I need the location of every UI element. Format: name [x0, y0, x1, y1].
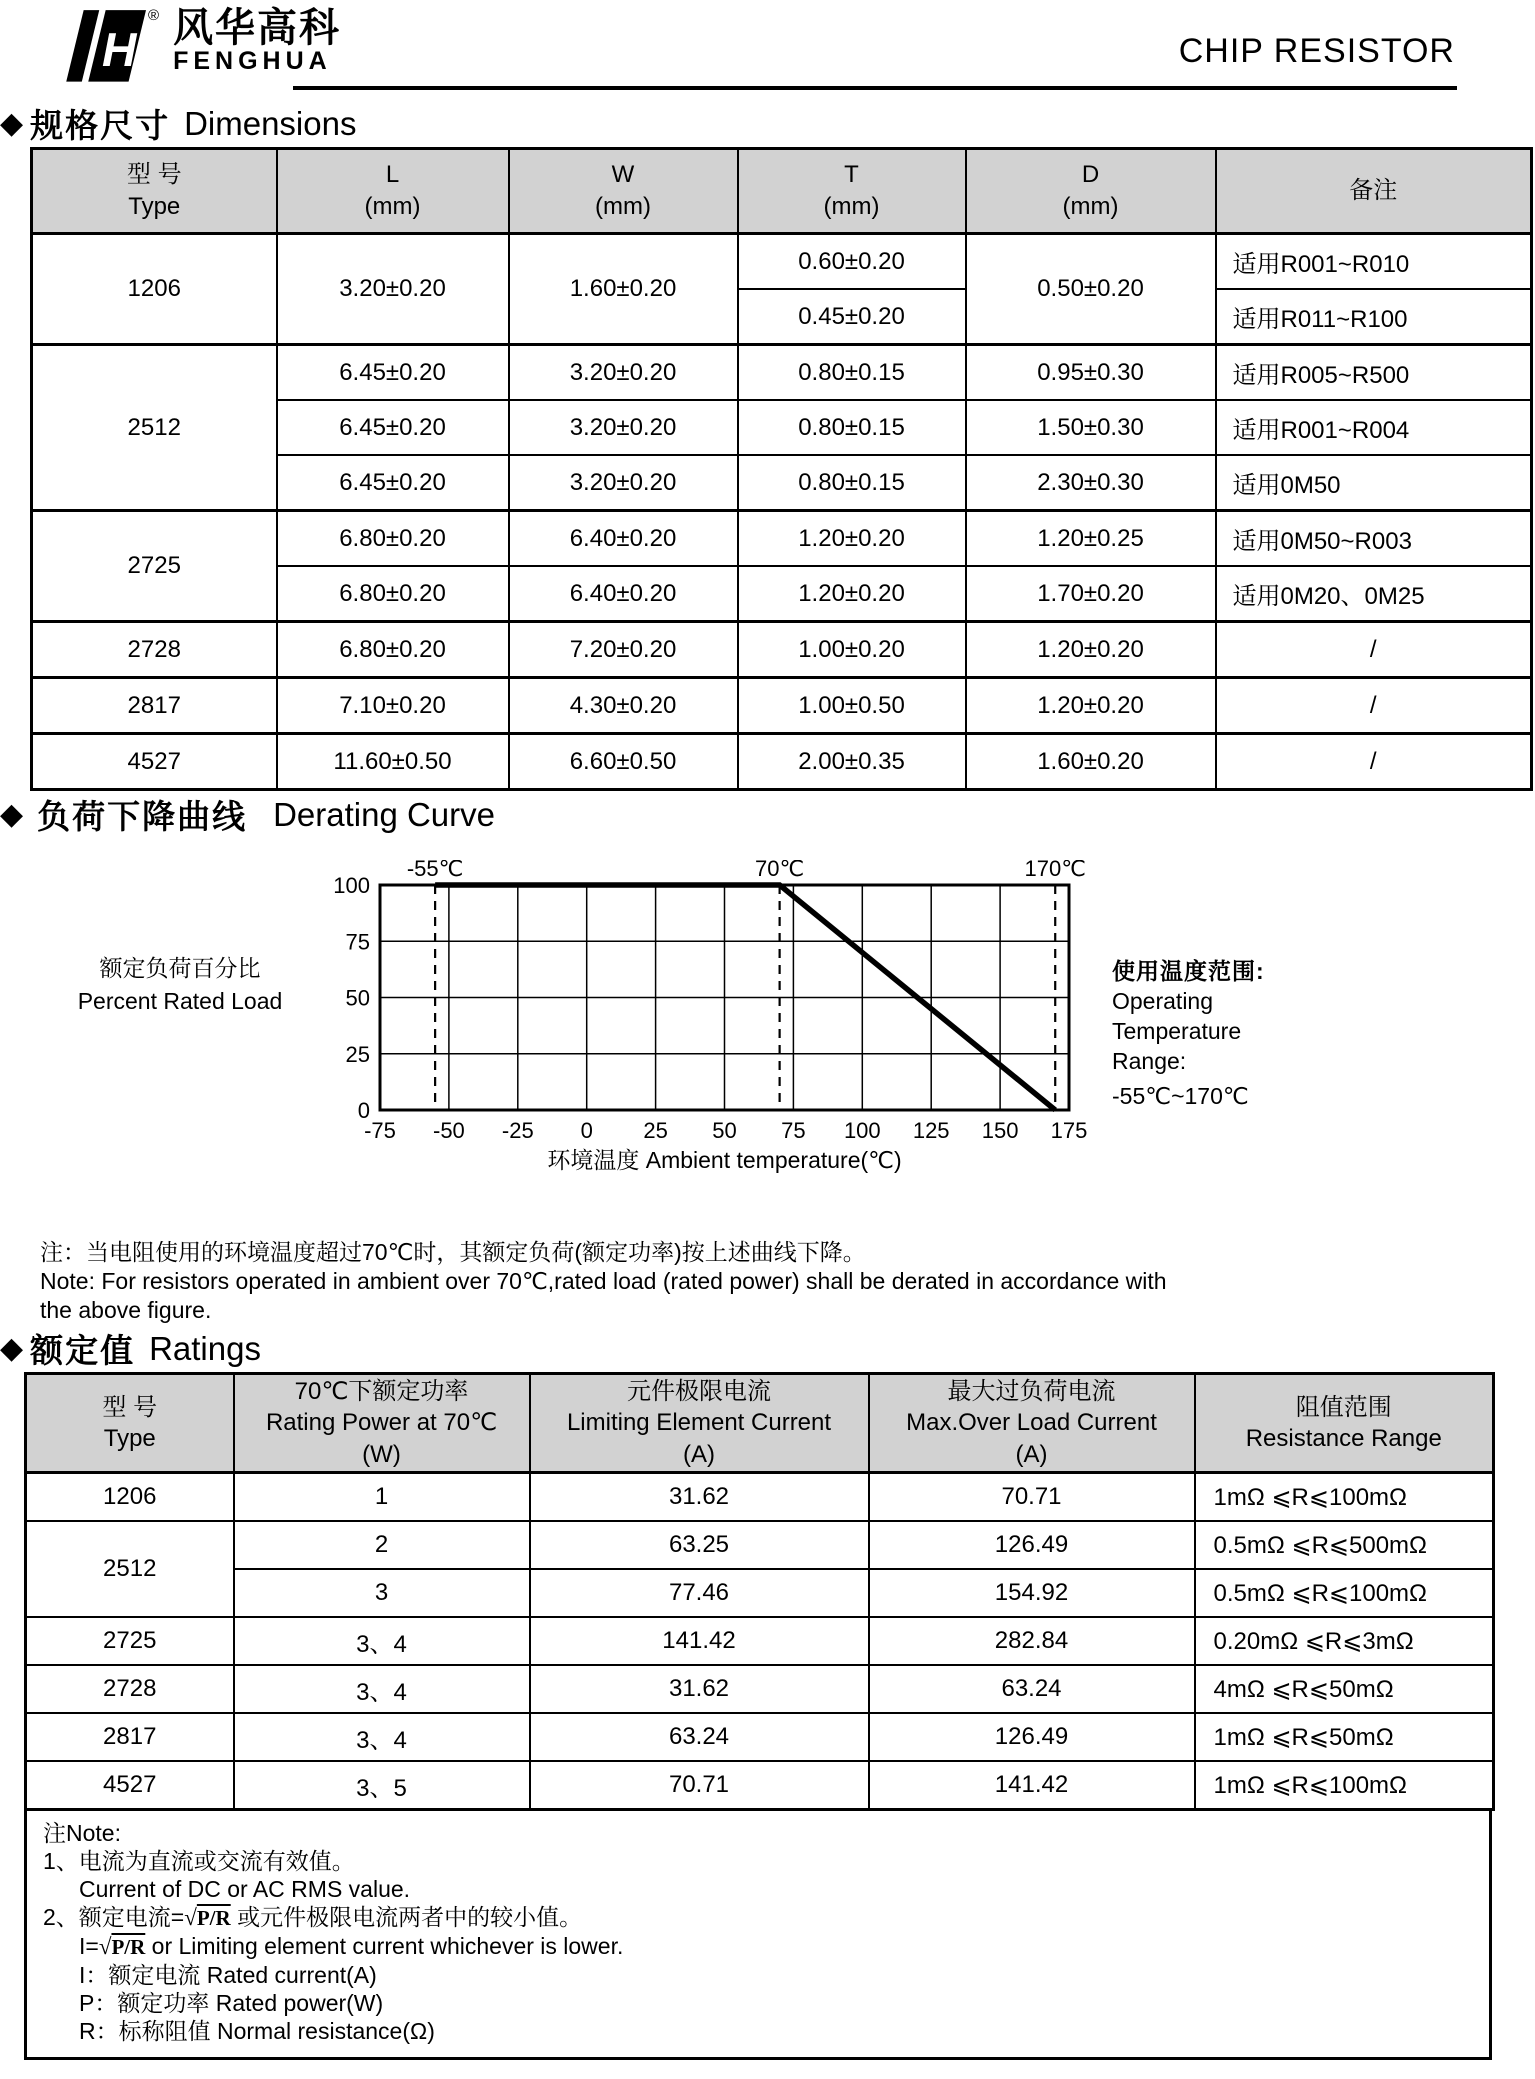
- note-item: I：额定电流 Rated current(A): [79, 1962, 377, 1988]
- formula-p-over-r: P/R: [111, 1935, 146, 1959]
- table-cell: 7.10±0.20: [277, 678, 509, 734]
- table-cell: 2.00±0.35: [738, 734, 966, 790]
- table-cell: 1.50±0.30: [966, 400, 1216, 455]
- table-cell: 适用0M50~R003: [1216, 511, 1532, 567]
- column-header: 型 号 Type: [32, 149, 277, 234]
- dimensions-header-row: [32, 149, 1532, 234]
- operating-temperature-note: [1112, 956, 1265, 1111]
- table-cell: 3、4: [234, 1713, 530, 1761]
- table-cell: 3.20±0.20: [509, 400, 738, 455]
- table-cell: 3、4: [234, 1617, 530, 1665]
- table-cell: 31.62: [530, 1665, 869, 1713]
- column-header: 70℃下额定功率 Rating Power at 70℃ (W): [234, 1374, 530, 1473]
- column-header: W (mm): [509, 149, 738, 234]
- table-cell: 1.20±0.20: [738, 511, 966, 567]
- table-cell: 0.80±0.15: [738, 455, 966, 511]
- table-row: [32, 234, 1532, 290]
- svg-text:70℃: 70℃: [755, 860, 805, 881]
- section-derating-heading: [0, 791, 1535, 838]
- derating-note-en: the above figure.: [40, 1297, 212, 1323]
- table-cell: 0.20mΩ ⩽R⩽3mΩ: [1195, 1617, 1494, 1665]
- section-title-cn: 额定值: [30, 1332, 136, 1369]
- column-header: 型 号 Type: [26, 1374, 234, 1473]
- column-header: L (mm): [277, 149, 509, 234]
- table-cell: 1.00±0.50: [738, 678, 966, 734]
- svg-text:75: 75: [781, 1118, 806, 1143]
- note-item: 2、额定电流=√P/R 或元件极限电流两者中的较小值。: [43, 1904, 583, 1930]
- table-cell: 6.80±0.20: [277, 511, 509, 567]
- table-cell: 4.30±0.20: [509, 678, 738, 734]
- table-cell: 1.00±0.20: [738, 622, 966, 678]
- radical-sign: √: [184, 1905, 197, 1930]
- notes-title: 注Note:: [43, 1820, 121, 1846]
- table-cell: 3.20±0.20: [277, 234, 509, 345]
- table-cell: 126.49: [869, 1521, 1195, 1569]
- note-line: 使用温度范围:: [1112, 958, 1265, 984]
- svg-text:75: 75: [345, 929, 370, 955]
- table-cell: 适用R001~R010: [1216, 234, 1532, 290]
- svg-text:-75: -75: [364, 1118, 396, 1143]
- table-cell: 3: [234, 1569, 530, 1617]
- table-cell: 1: [234, 1473, 530, 1522]
- section-title-en: Derating Curve: [273, 795, 496, 833]
- svg-text:175: 175: [1050, 1118, 1088, 1143]
- notes-box: [24, 1808, 1492, 2060]
- table-row: [26, 1569, 1494, 1617]
- note-line: Temperature: [1112, 1018, 1242, 1044]
- column-header: T (mm): [738, 149, 966, 234]
- brand-text: [173, 8, 341, 76]
- table-cell: 1.20±0.25: [966, 511, 1216, 567]
- section-dimensions-heading: [0, 100, 1535, 147]
- table-cell: 141.42: [530, 1617, 869, 1665]
- table-cell: 1.20±0.20: [966, 678, 1216, 734]
- table-cell: 141.42: [869, 1761, 1195, 1810]
- table-cell: 2728: [32, 622, 277, 678]
- y-axis-label-en: Percent Rated Load: [77, 988, 283, 1014]
- chart-y-axis-label: [50, 952, 310, 1018]
- table-row: [26, 1473, 1494, 1522]
- table-cell: 154.92: [869, 1569, 1195, 1617]
- table-row: [32, 734, 1532, 790]
- table-cell: 6.80±0.20: [277, 566, 509, 622]
- header-rule: [293, 86, 1457, 90]
- svg-text:125: 125: [912, 1118, 950, 1143]
- table-row: [32, 345, 1532, 401]
- table-cell: 适用0M50: [1216, 455, 1532, 511]
- table-cell: 4527: [26, 1761, 234, 1810]
- table-cell: /: [1216, 678, 1532, 734]
- table-cell: 126.49: [869, 1713, 1195, 1761]
- svg-text:150: 150: [981, 1118, 1019, 1143]
- derating-chart: [322, 860, 1122, 1175]
- table-cell: 1.70±0.20: [966, 566, 1216, 622]
- table-row: [26, 1521, 1494, 1569]
- table-cell: 0.60±0.20: [738, 234, 966, 290]
- fenghua-logo: [58, 8, 341, 82]
- column-header: 最大过负荷电流 Max.Over Load Current (A): [869, 1374, 1195, 1473]
- table-cell: 0.95±0.30: [966, 345, 1216, 401]
- registered-mark-icon: ®: [148, 7, 160, 24]
- table-cell: 70.71: [869, 1473, 1195, 1522]
- diamond-icon: ◆: [0, 1331, 24, 1365]
- section-title-en: Dimensions: [184, 104, 357, 142]
- column-header: 备注: [1216, 149, 1532, 234]
- table-cell: 适用R005~R500: [1216, 345, 1532, 401]
- diamond-icon: ◆: [0, 106, 24, 140]
- svg-text:0: 0: [580, 1118, 593, 1143]
- section-title-cn: 规格尺寸: [30, 107, 171, 144]
- table-cell: 2: [234, 1521, 530, 1569]
- formula-p-over-r: P/R: [196, 1906, 231, 1930]
- page-header: [0, 0, 1535, 100]
- svg-text:H: H: [102, 24, 137, 78]
- table-cell: 2728: [26, 1665, 234, 1713]
- note-line: Operating: [1112, 988, 1214, 1014]
- section-ratings-heading: [0, 1325, 1535, 1372]
- svg-text:-50: -50: [433, 1118, 465, 1143]
- table-cell: 适用R011~R100: [1216, 289, 1532, 345]
- note-item: P：额定功率 Rated power(W): [79, 1990, 384, 2016]
- table-cell: 3、5: [234, 1761, 530, 1810]
- table-cell: 0.5mΩ ⩽R⩽100mΩ: [1195, 1569, 1494, 1617]
- table-cell: 2512: [26, 1521, 234, 1617]
- brand-name-en: FENGHUA: [173, 47, 332, 75]
- table-cell: 2.30±0.30: [966, 455, 1216, 511]
- table-cell: 2817: [32, 678, 277, 734]
- note-item: 1、电流为直流或交流有效值。: [43, 1848, 355, 1874]
- table-cell: 6.40±0.20: [509, 511, 738, 567]
- table-cell: 1.20±0.20: [966, 622, 1216, 678]
- table-cell: 1.60±0.20: [966, 734, 1216, 790]
- derating-note: [40, 1238, 1535, 1325]
- table-cell: 2725: [26, 1617, 234, 1665]
- table-row: [26, 1665, 1494, 1713]
- ratings-table: [24, 1372, 1495, 1811]
- table-cell: 0.50±0.20: [966, 234, 1216, 345]
- note-item: Current of DC or AC RMS value.: [79, 1876, 411, 1902]
- table-cell: 77.46: [530, 1569, 869, 1617]
- temperature-range-value: -55℃~170℃: [1112, 1083, 1249, 1109]
- svg-text:环境温度 Ambient temperature(℃): 环境温度 Ambient temperature(℃): [547, 1147, 902, 1173]
- table-cell: 6.60±0.50: [509, 734, 738, 790]
- section-title-cn: 负荷下降曲线: [37, 798, 248, 835]
- svg-text:25: 25: [643, 1118, 668, 1143]
- table-row: [26, 1617, 1494, 1665]
- diamond-icon: ◆: [0, 797, 24, 831]
- brand-name-cn: 风华高科: [173, 6, 342, 50]
- table-row: [26, 1761, 1494, 1810]
- fenghua-logo-icon: [58, 8, 146, 82]
- table-cell: 0.45±0.20: [738, 289, 966, 345]
- svg-text:100: 100: [843, 1118, 881, 1143]
- note-line: Range:: [1112, 1048, 1187, 1074]
- table-cell: 31.62: [530, 1473, 869, 1522]
- table-cell: 1mΩ ⩽R⩽50mΩ: [1195, 1713, 1494, 1761]
- table-cell: 2817: [26, 1713, 234, 1761]
- table-cell: 1mΩ ⩽R⩽100mΩ: [1195, 1761, 1494, 1810]
- table-cell: 63.24: [530, 1713, 869, 1761]
- dimensions-table: [30, 147, 1533, 791]
- svg-text:-25: -25: [501, 1118, 534, 1143]
- svg-text:-55℃: -55℃: [406, 860, 464, 881]
- table-cell: 6.80±0.20: [277, 622, 509, 678]
- table-cell: 70.71: [530, 1761, 869, 1810]
- svg-text:0: 0: [357, 1098, 370, 1123]
- section-title-en: Ratings: [149, 1329, 261, 1367]
- derating-note-en: Note: For resistors operated in ambient over 70℃,rated load (rated power) shall be derated in accordance with: [40, 1268, 1167, 1294]
- svg-text:50: 50: [345, 985, 370, 1011]
- table-cell: 6.40±0.20: [509, 566, 738, 622]
- table-cell: 7.20±0.20: [509, 622, 738, 678]
- table-cell: 适用R001~R004: [1216, 400, 1532, 455]
- table-cell: 1.20±0.20: [738, 566, 966, 622]
- table-cell: 3.20±0.20: [509, 455, 738, 511]
- table-cell: /: [1216, 734, 1532, 790]
- table-cell: 6.45±0.20: [277, 400, 509, 455]
- table-cell: 63.24: [869, 1665, 1195, 1713]
- table-cell: 0.5mΩ ⩽R⩽500mΩ: [1195, 1521, 1494, 1569]
- radical-sign: √: [98, 1934, 112, 1959]
- table-row: [32, 678, 1532, 734]
- svg-text:50: 50: [712, 1118, 737, 1143]
- table-cell: 6.45±0.20: [277, 345, 509, 401]
- table-cell: 适用0M20、0M25: [1216, 566, 1532, 622]
- table-cell: 2512: [32, 345, 277, 511]
- table-cell: 0.80±0.15: [738, 345, 966, 401]
- table-row: [32, 622, 1532, 678]
- table-cell: 3.20±0.20: [509, 345, 738, 401]
- table-cell: 0.80±0.15: [738, 400, 966, 455]
- derating-note-cn: 注：当电阻使用的环境温度超过70℃时，其额定负荷(额定功率)按上述曲线下降。: [40, 1239, 866, 1265]
- ratings-header-row: [26, 1374, 1494, 1473]
- table-cell: 4527: [32, 734, 277, 790]
- table-cell: 11.60±0.50: [277, 734, 509, 790]
- note-item: I=√P/R or Limiting element current whichever is lower.: [79, 1933, 624, 1959]
- table-cell: 1206: [26, 1473, 234, 1522]
- table-cell: 1mΩ ⩽R⩽100mΩ: [1195, 1473, 1494, 1522]
- svg-text:100: 100: [333, 873, 370, 898]
- note-item: R：标称阻值 Normal resistance(Ω): [79, 2018, 435, 2044]
- column-header: D (mm): [966, 149, 1216, 234]
- svg-text:170℃: 170℃: [1024, 860, 1086, 881]
- y-axis-label-cn: 额定负荷百分比: [99, 955, 261, 981]
- doc-title: CHIP RESISTOR: [1178, 32, 1455, 70]
- svg-text:25: 25: [345, 1041, 370, 1067]
- table-row: [26, 1713, 1494, 1761]
- table-cell: 6.45±0.20: [277, 455, 509, 511]
- table-cell: 1206: [32, 234, 277, 345]
- column-header: 元件极限电流 Limiting Element Current (A): [530, 1374, 869, 1473]
- derating-chart-area: [0, 860, 1535, 1212]
- table-cell: /: [1216, 622, 1532, 678]
- table-cell: 4mΩ ⩽R⩽50mΩ: [1195, 1665, 1494, 1713]
- table-cell: 3、4: [234, 1665, 530, 1713]
- table-cell: 282.84: [869, 1617, 1195, 1665]
- table-cell: 63.25: [530, 1521, 869, 1569]
- table-cell: 2725: [32, 511, 277, 622]
- table-row: [32, 511, 1532, 567]
- column-header: 阻值范围 Resistance Range: [1195, 1374, 1494, 1473]
- table-cell: 1.60±0.20: [509, 234, 738, 345]
